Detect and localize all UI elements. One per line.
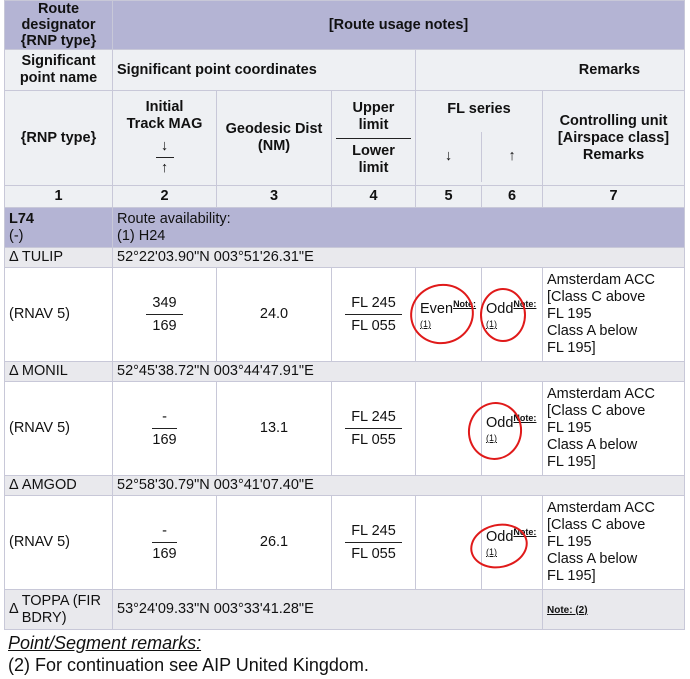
unit-line: [Class C above (547, 517, 646, 533)
point-coords: 53°24'09.33"N 003°33'41.28"E (113, 590, 543, 630)
point-row-toppa (5, 590, 685, 630)
down-arrow-icon: ↓ (160, 138, 169, 154)
lower-limit: FL 055 (351, 545, 396, 562)
fl-down-cell (416, 268, 482, 362)
route-designator: L74 (9, 210, 34, 227)
fl-down-cell (416, 496, 482, 590)
segment-track (113, 268, 217, 362)
fl-up-value: Odd (486, 528, 514, 545)
unit-line: FL 195] (547, 568, 596, 584)
segment-rnav: (RNAV 5) (5, 382, 113, 476)
significant-point-name-header: Significant point name (5, 50, 113, 91)
route-rnp: (-) (9, 227, 24, 244)
col-number-5: 5 (416, 186, 482, 208)
route-usage-notes-header: [Route usage notes] (113, 1, 685, 50)
col-number-4: 4 (332, 186, 416, 208)
col-number-6: 6 (482, 186, 543, 208)
fl-up-note-ref[interactable]: (1) (486, 546, 497, 557)
unit-line: [Class C above (547, 403, 646, 419)
fl-up-cell (482, 382, 543, 476)
segment-limits (332, 496, 416, 590)
track-bottom: 169 (152, 431, 177, 448)
unit-line: Class A below (547, 323, 638, 339)
header-row-3 (5, 91, 685, 186)
fl-up-note[interactable]: Note: (513, 527, 537, 538)
segment-distance: 13.1 (217, 382, 332, 476)
fl-series-header (416, 91, 543, 186)
unit-line: Class A below (547, 551, 638, 567)
column-number-row (5, 186, 685, 208)
point-name: Δ (9, 601, 19, 617)
significant-point-coordinates-header: Significant point coordinates (113, 50, 416, 91)
up-arrow-icon: ↑ (160, 160, 169, 176)
point-name-cell (5, 590, 113, 630)
col-number-1: 1 (5, 186, 113, 208)
route-designator-header: Route designator {RNP type} (5, 1, 113, 50)
point-name: Δ MONIL (5, 362, 113, 382)
fl-up-cell (482, 496, 543, 590)
point-coords: 52°22'03.90"N 003°51'26.31"E (113, 248, 685, 268)
unit-line: FL 195 (547, 420, 592, 436)
point-row-tulip (5, 248, 685, 268)
unit-line: FL 195] (547, 340, 596, 356)
controlling-unit-header: Controlling unit [Airspace class] Remarks (543, 91, 685, 186)
point-note-cell (543, 590, 685, 630)
col-number-3: 3 (217, 186, 332, 208)
col-number-2: 2 (113, 186, 217, 208)
fl-down-arrow-icon: ↓ (416, 132, 482, 182)
track-top: - (152, 409, 176, 429)
geodesic-dist-header: Geodesic Dist (NM) (217, 91, 332, 186)
upper-limit: FL 245 (345, 409, 402, 429)
unit-line: Amsterdam ACC (547, 500, 655, 516)
upper-limit-label: Upper limit (336, 100, 411, 139)
point-name: Δ TULIP (5, 248, 113, 268)
route-availability-cell (113, 208, 685, 248)
segment-distance: 26.1 (217, 496, 332, 590)
remarks-header: Remarks (416, 50, 685, 91)
fl-up-note-ref[interactable]: (1) (486, 318, 497, 329)
fl-down-cell (416, 382, 482, 476)
segment-limits (332, 382, 416, 476)
point-coords: 52°58'30.79"N 003°41'07.40"E (113, 476, 685, 496)
point-name: Δ AMGOD (5, 476, 113, 496)
point-row-amgod (5, 476, 685, 496)
fl-down-value: Even (420, 300, 454, 317)
unit-line: FL 195 (547, 306, 592, 322)
track-top: 349 (146, 295, 182, 315)
segment-row-1 (5, 268, 685, 362)
point-name-full: TOPPA (FIR BDRY) (21, 592, 101, 626)
lower-limit: FL 055 (351, 317, 396, 334)
col-number-7: 7 (543, 186, 685, 208)
limits-header (332, 91, 416, 186)
remarks-text: (2) For continuation see AIP United Kingdom. (8, 655, 369, 675)
fl-up-cell (482, 268, 543, 362)
unit-line: Amsterdam ACC (547, 386, 655, 402)
fl-up-note[interactable]: Note: (513, 413, 537, 424)
fl-up-note-ref[interactable]: (1) (486, 432, 497, 443)
point-row-monil (5, 362, 685, 382)
point-coords: 52°45'38.72"N 003°44'47.91"E (113, 362, 685, 382)
upper-limit: FL 245 (345, 523, 402, 543)
controlling-unit-cell (543, 268, 685, 362)
point-note-link[interactable]: Note: (2) (547, 604, 588, 616)
fl-up-arrow-icon: ↑ (508, 148, 516, 164)
segment-track (113, 496, 217, 590)
route-availability-value: (1) H24 (117, 227, 166, 244)
controlling-unit-cell (543, 382, 685, 476)
lower-limit-label: Lower limit (352, 142, 395, 176)
route-availability-label: Route availability: (117, 210, 231, 227)
controlling-unit-cell (543, 496, 685, 590)
route-designator-cell (5, 208, 113, 248)
track-bottom: 169 (152, 545, 177, 562)
unit-line: FL 195 (547, 534, 592, 550)
unit-line: FL 195] (547, 454, 596, 470)
upper-limit: FL 245 (345, 295, 402, 315)
remarks-title: Point/Segment remarks: (8, 633, 202, 653)
point-segment-remarks (8, 632, 369, 676)
lower-limit: FL 055 (351, 431, 396, 448)
track-bottom: 169 (152, 317, 177, 334)
unit-line: Amsterdam ACC (547, 272, 655, 288)
segment-limits (332, 268, 416, 362)
fl-up-note[interactable]: Note: (513, 299, 537, 310)
segment-rnav: (RNAV 5) (5, 496, 113, 590)
segment-rnav: (RNAV 5) (5, 268, 113, 362)
initial-track-label: Initial Track MAG (126, 99, 203, 132)
fl-up-value: Odd (486, 414, 514, 431)
header-row-2 (5, 50, 685, 91)
fl-up-value: Odd (486, 300, 514, 317)
track-top: - (152, 523, 176, 543)
fl-down-note-ref[interactable]: (1) (420, 318, 431, 329)
fl-down-note[interactable]: Note: (453, 299, 477, 310)
initial-track-header (113, 91, 217, 186)
segment-row-2 (5, 382, 685, 476)
fl-series-label: FL series (447, 100, 511, 117)
route-table (4, 0, 685, 630)
header-row-1 (5, 1, 685, 50)
rnp-type-header: {RNP type} (5, 91, 113, 186)
unit-line: Class A below (547, 437, 638, 453)
unit-line: [Class C above (547, 289, 646, 305)
segment-track (113, 382, 217, 476)
segment-row-3 (5, 496, 685, 590)
route-row (5, 208, 685, 248)
segment-distance: 24.0 (217, 268, 332, 362)
